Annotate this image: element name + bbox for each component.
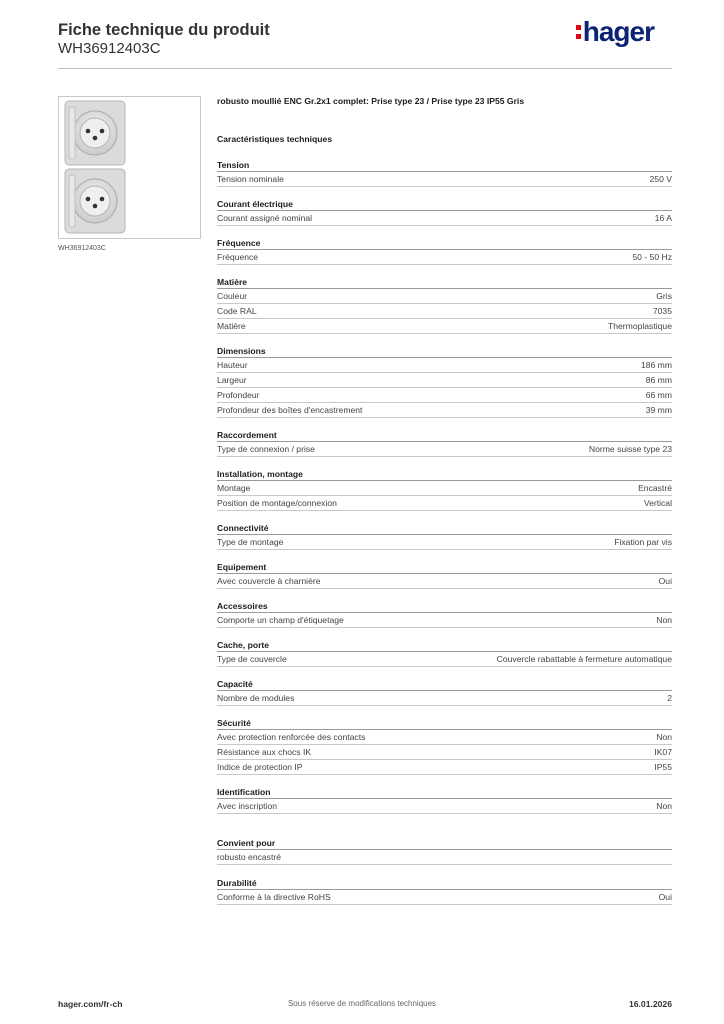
header-divider [58, 68, 672, 69]
spec-label: Montage [217, 483, 251, 493]
spec-label: Couleur [217, 291, 248, 301]
spec-label: Courant assigné nominal [217, 213, 313, 223]
spec-value: Couvercle rabattable à fermeture automatique [496, 654, 672, 664]
spec-label: Profondeur des boîtes d'encastrement [217, 405, 363, 415]
spec-value: 2 [667, 693, 672, 703]
spec-row [217, 799, 672, 814]
spec-value: IP55 [654, 762, 672, 772]
section-matiere [217, 276, 672, 334]
spec-value: Non [656, 732, 672, 742]
section-dimensions [217, 345, 672, 418]
section-identification [217, 786, 672, 814]
spec-value: Oui [658, 576, 672, 586]
section-title: Equipement [217, 561, 672, 574]
section-capacite [217, 678, 672, 706]
spec-value: Encastré [638, 483, 672, 493]
spec-row [217, 373, 672, 388]
spec-label: Code RAL [217, 306, 257, 316]
spec-label: Avec couvercle à charnière [217, 576, 321, 586]
spec-row [217, 481, 672, 496]
spec-value: Non [656, 801, 672, 811]
section-title: Cache, porte [217, 639, 672, 652]
section-frequence [217, 237, 672, 265]
spec-row [217, 442, 672, 457]
spec-row [217, 319, 672, 334]
spec-row [217, 652, 672, 667]
hager-logo [576, 16, 654, 48]
section-tension [217, 159, 672, 187]
spec-label: Position de montage/connexion [217, 498, 337, 508]
spec-value: 16 A [654, 213, 672, 223]
spec-value: IK07 [654, 747, 672, 757]
spec-row [217, 613, 672, 628]
spec-row [217, 535, 672, 550]
spec-label: Nombre de modules [217, 693, 295, 703]
section-title: Raccordement [217, 429, 672, 442]
spec-value: 250 V [649, 174, 672, 184]
section-connectivite [217, 522, 672, 550]
spec-label: Type de connexion / prise [217, 444, 315, 454]
spec-row [217, 403, 672, 418]
spec-label: Hauteur [217, 360, 248, 370]
logo-text: hager [582, 16, 654, 47]
spec-label: Tension nominale [217, 174, 284, 184]
spec-label: Indice de protection IP [217, 762, 303, 772]
section-installation [217, 468, 672, 511]
section-title: Connectivité [217, 522, 672, 535]
section-title: Capacité [217, 678, 672, 691]
spec-row [217, 289, 672, 304]
spec-row [217, 211, 672, 226]
spec-value: Norme suisse type 23 [588, 444, 672, 454]
spec-label: Matière [217, 321, 246, 331]
page-title: Fiche technique du produit [58, 21, 270, 39]
spec-label: Avec protection renforcée des contacts [217, 732, 366, 742]
section-accessoires [217, 600, 672, 628]
spec-row [217, 358, 672, 373]
spec-label: Fréquence [217, 252, 259, 262]
product-image [58, 96, 201, 239]
product-reference: WH36912403C [58, 40, 161, 57]
spec-content [217, 96, 672, 905]
section-courant [217, 198, 672, 226]
spec-value: Oui [658, 892, 672, 902]
spec-row [217, 890, 672, 905]
spec-label: Comporte un champ d'étiquetage [217, 615, 344, 625]
section-title: Courant électrique [217, 198, 672, 211]
product-description: robusto moullié ENC Gr.2x1 complet: Prise type 23 / Prise type 23 IP55 Gris [217, 96, 525, 106]
section-title: Accessoires [217, 600, 672, 613]
section-title: Fréquence [217, 237, 672, 250]
spec-row [217, 172, 672, 187]
section-securite [217, 717, 672, 775]
spec-label: Profondeur [217, 390, 260, 400]
spec-value: Non [656, 615, 672, 625]
spec-value: Fixation par vis [614, 537, 672, 547]
spec-row [217, 745, 672, 760]
spec-row [217, 574, 672, 589]
spec-value: 66 mm [645, 390, 672, 400]
section-title: Convient pour [217, 837, 672, 850]
spec-value: 186 mm [640, 360, 672, 370]
spec-value: 50 - 50 Hz [632, 252, 672, 262]
specs-heading: Caractéristiques techniques [217, 134, 333, 144]
footer-date: 16.01.2026 [628, 999, 672, 1009]
spec-value: Gris [656, 291, 672, 301]
spec-label: robusto encastré [217, 852, 282, 862]
section-raccordement [217, 429, 672, 457]
spec-row [217, 850, 672, 865]
section-title: Sécurité [217, 717, 672, 730]
spec-label: Conforme à la directive RoHS [217, 892, 331, 902]
spec-value: Thermoplastique [607, 321, 672, 331]
socket-outlet-icon [59, 97, 200, 238]
section-title: Durabilité [217, 877, 672, 890]
section-title: Installation, montage [217, 468, 672, 481]
section-convient-pour [217, 837, 672, 865]
spec-label: Avec inscription [217, 801, 278, 811]
spec-label: Type de couvercle [217, 654, 287, 664]
spec-row [217, 496, 672, 511]
spec-value: 7035 [652, 306, 672, 316]
spec-row [217, 250, 672, 265]
spec-value: Vertical [643, 498, 672, 508]
spec-row [217, 388, 672, 403]
spec-value: 86 mm [645, 375, 672, 385]
spec-row [217, 304, 672, 319]
logo-dots-icon [576, 23, 581, 41]
section-equipement [217, 561, 672, 589]
image-caption: WH36912403C [58, 245, 106, 252]
spec-label: Résistance aux chocs IK [217, 747, 312, 757]
section-durabilite [217, 877, 672, 905]
spec-value: 39 mm [645, 405, 672, 415]
spec-label: Largeur [217, 375, 247, 385]
footer-url: hager.com/fr-ch [58, 999, 123, 1009]
spec-row [217, 730, 672, 745]
spec-row [217, 691, 672, 706]
section-title: Dimensions [217, 345, 672, 358]
section-title: Matière [217, 276, 672, 289]
spec-label: Type de montage [217, 537, 284, 547]
section-title: Tension [217, 159, 672, 172]
footer-note: Sous réserve de modifications techniques [287, 999, 437, 1008]
spec-row [217, 760, 672, 775]
section-title: Identification [217, 786, 672, 799]
section-cache-porte [217, 639, 672, 667]
